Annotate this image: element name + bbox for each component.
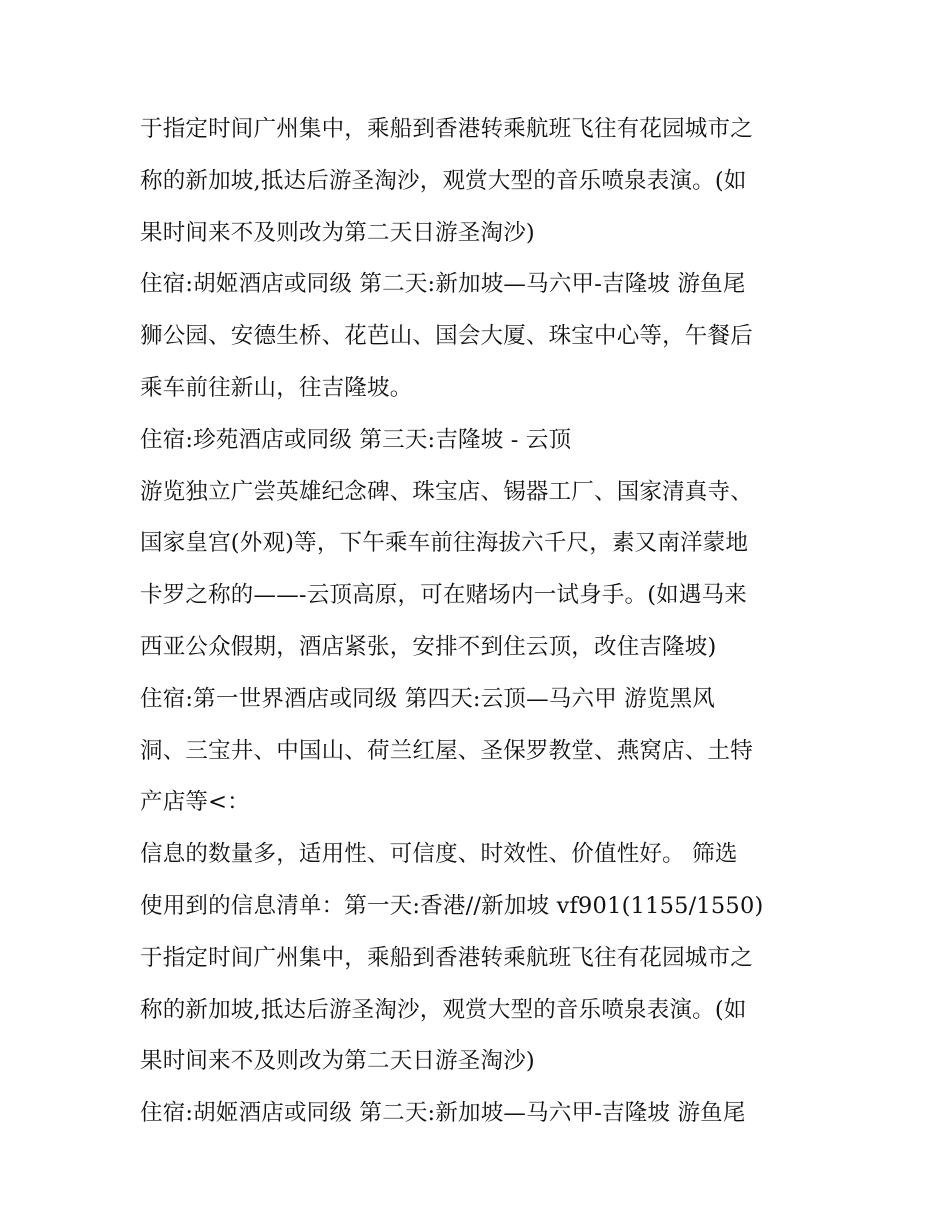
text-line: 乘车前往新山，往吉隆坡。 bbox=[140, 374, 413, 401]
text-line: 住宿:胡姬酒店或同级 第二天:新加坡—马六甲-吉隆坡 游鱼尾 bbox=[140, 1100, 746, 1127]
text-line: 于指定时间广州集中，乘船到香港转乘航班飞往有花园城市之 bbox=[140, 944, 753, 971]
text-line: 住宿:第一世界酒店或同级 第四天:云顶—马六甲 游览黑风 bbox=[140, 685, 716, 712]
text-line: 住宿:胡姬酒店或同级 第二天:新加坡—马六甲-吉隆坡 游鱼尾 bbox=[140, 271, 746, 298]
text-line: 果时间来不及则改为第二天日游圣淘沙) bbox=[140, 219, 535, 246]
text-line: 洞、三宝井、中国山、荷兰红屋、圣保罗教堂、燕窝店、土特 bbox=[140, 737, 753, 764]
text-line: 产店等<： bbox=[140, 789, 250, 816]
document-body bbox=[140, 107, 840, 1143]
text-line: 于指定时间广州集中，乘船到香港转乘航班飞往有花园城市之 bbox=[140, 116, 753, 142]
text-line: 使用到的信息清单：第一天:香港//新加坡 vf901(1155/1550) bbox=[140, 892, 764, 919]
text-line: 游览独立广尝英雄纪念碑、珠宝店、锡器工厂、国家清真寺、 bbox=[140, 478, 753, 505]
text-line: 信息的数量多，适用性、可信度、时效性、价值性好。 筛选 bbox=[140, 841, 738, 868]
text-line: 西亚公众假期，酒店紧张，安排不到住云顶，改住吉隆坡) bbox=[140, 633, 717, 660]
text-line: 住宿:珍苑酒店或同级 第三天:吉隆坡 - 云顶 bbox=[140, 426, 572, 453]
text-line: 果时间来不及则改为第二天日游圣淘沙) bbox=[140, 1048, 535, 1075]
text-line: 称的新加坡,抵达后游圣淘沙，观赏大型的音乐喷泉表演。(如 bbox=[140, 996, 747, 1023]
text-line: 称的新加坡,抵达后游圣淘沙，观赏大型的音乐喷泉表演。(如 bbox=[140, 167, 747, 194]
text-line: 狮公园、安德生桥、花芭山、国会大厦、珠宝中心等，午餐后 bbox=[140, 323, 753, 350]
text-line: 国家皇宫(外观)等，下午乘车前往海拔六千尺，素又南洋蒙地 bbox=[140, 530, 749, 557]
text-line: 卡罗之称的——-云顶高原，可在赌场内一试身手。(如遇马来 bbox=[140, 582, 747, 609]
